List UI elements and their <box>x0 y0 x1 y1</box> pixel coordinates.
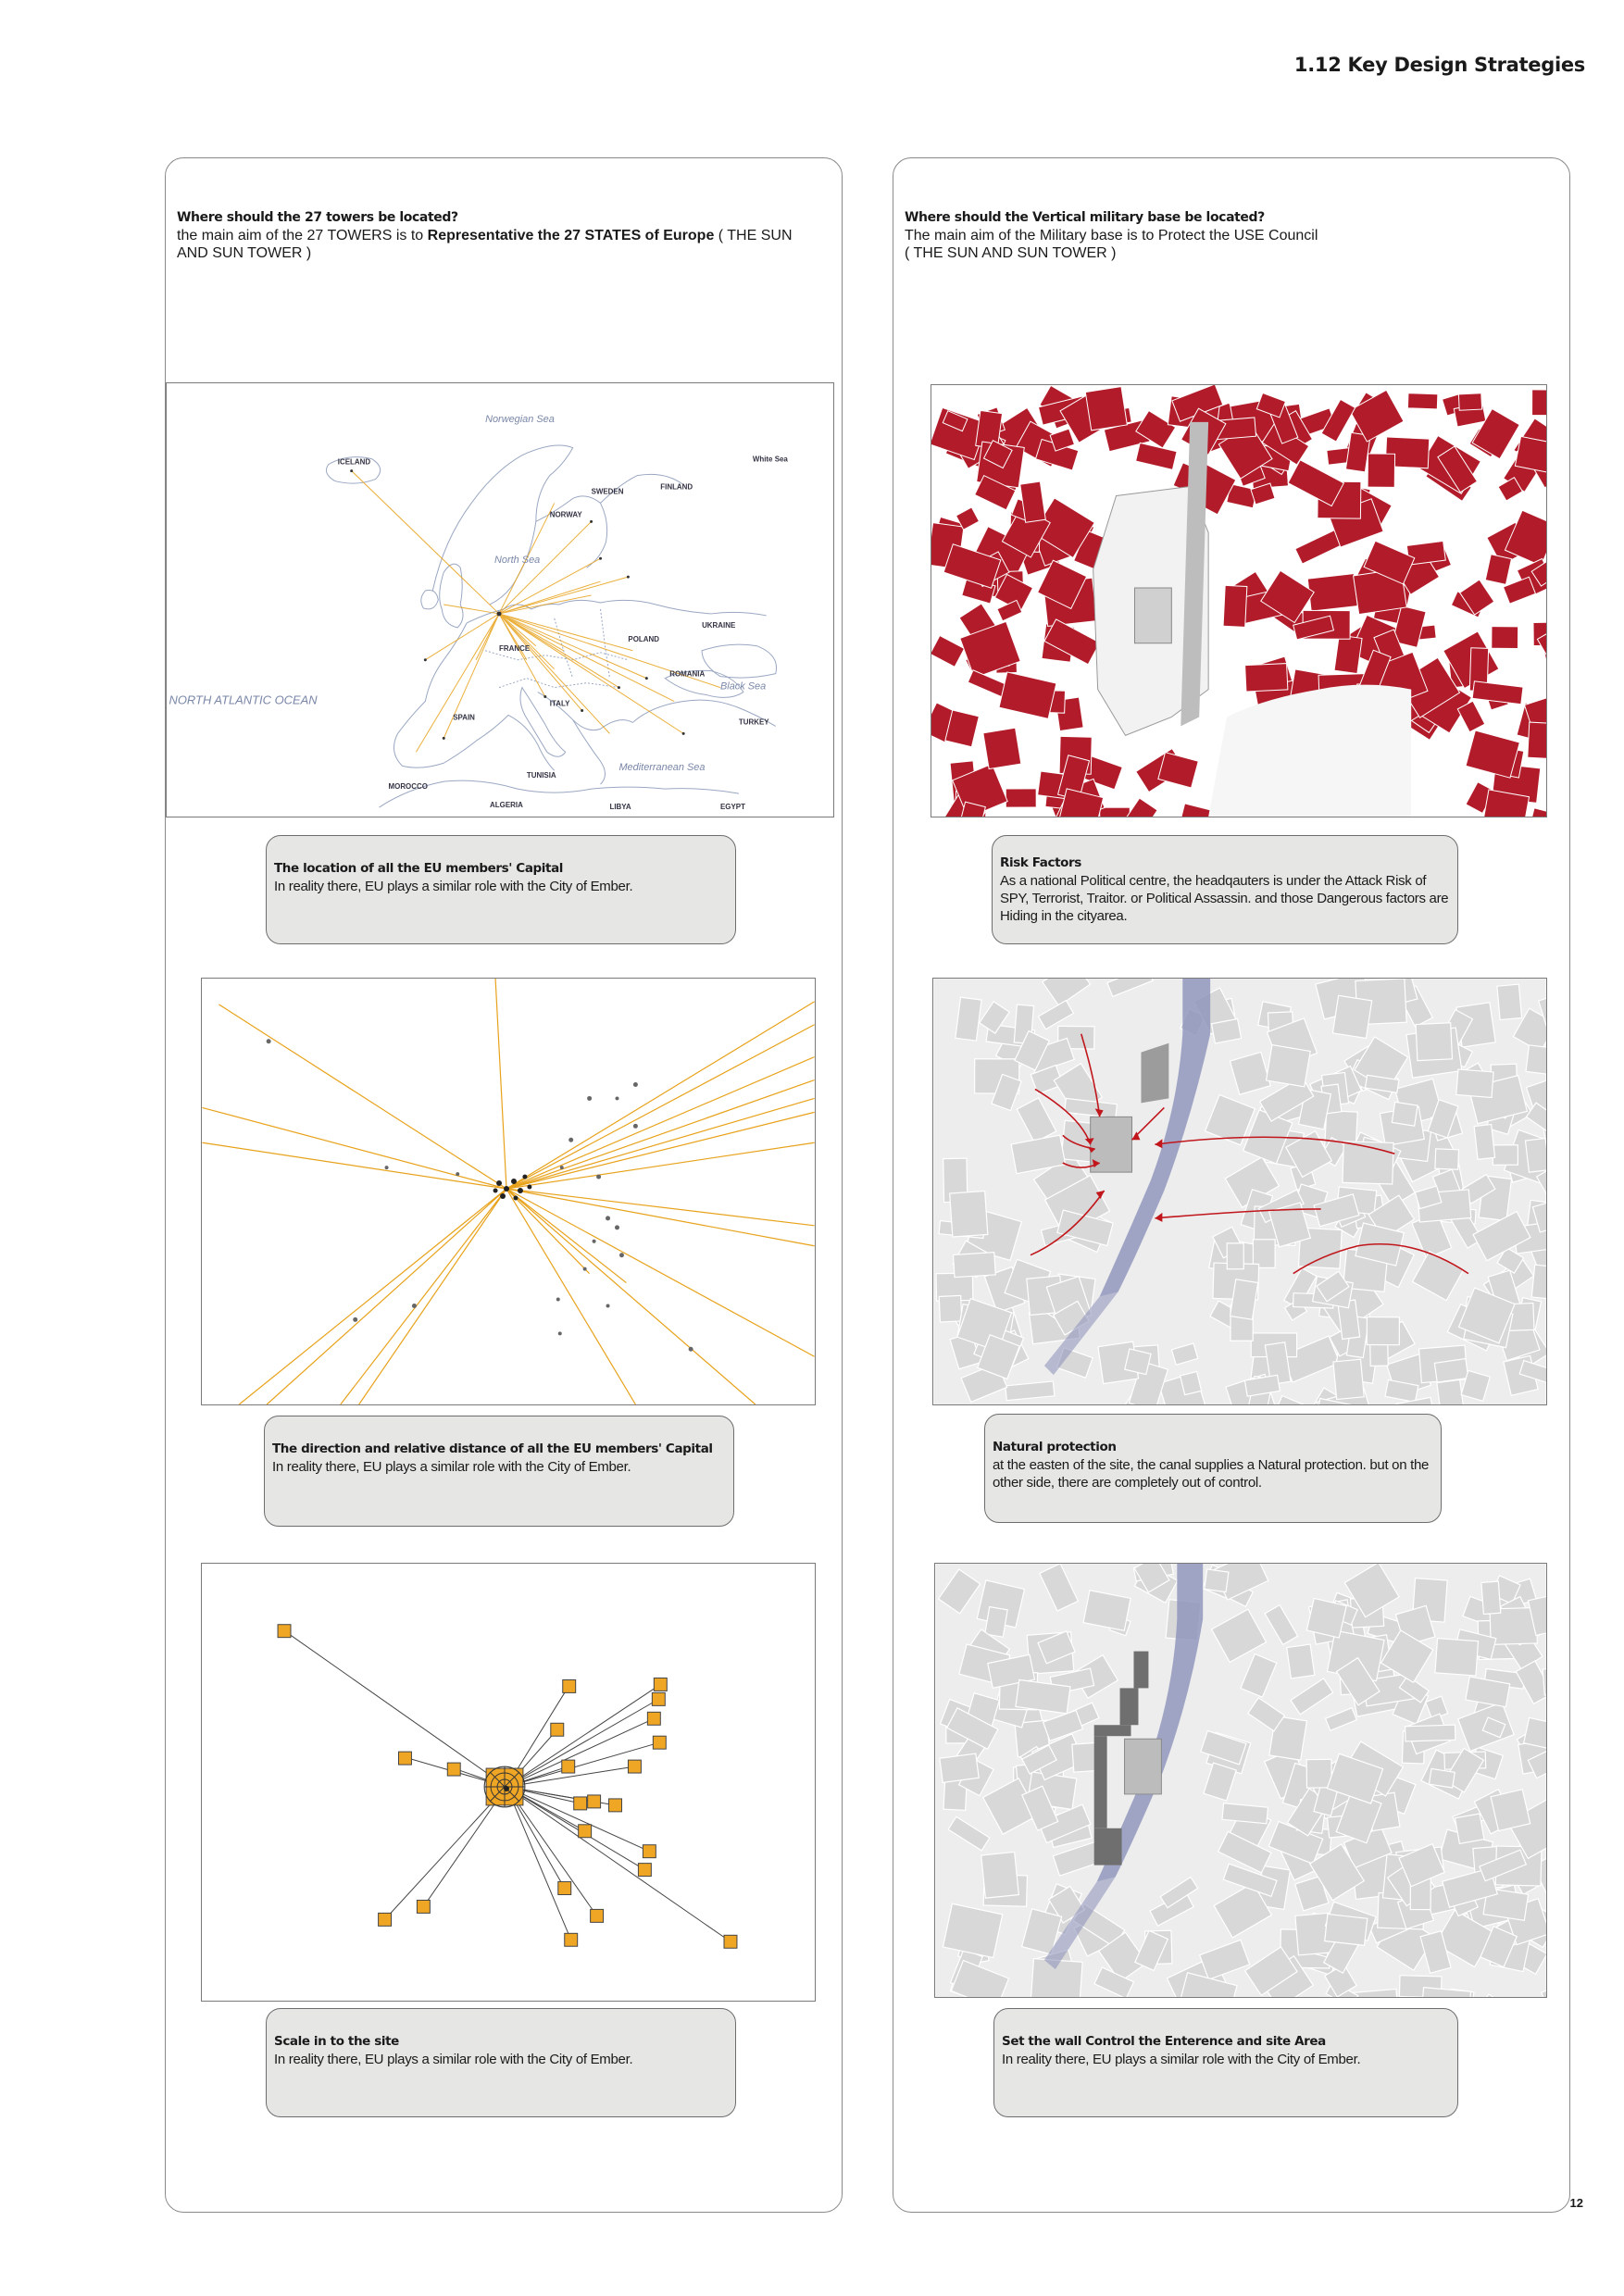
caption-title: Natural protection <box>993 1440 1117 1454</box>
label-libya: LIBYA <box>609 803 631 812</box>
city-block <box>1493 1145 1518 1166</box>
right-heading-text-1: The main aim of the Military base is to Protect the USE Council <box>905 228 1318 243</box>
caption-text: at the easten of the site, the canal supplies a Natural protection. but on the other side, there are completely out of control. <box>993 1457 1430 1491</box>
page-title: 1.12 Key Design Strategies <box>1293 54 1585 76</box>
city-block <box>1405 1725 1455 1741</box>
city-block <box>1492 627 1518 649</box>
city-block <box>1368 454 1394 487</box>
city-block <box>1085 387 1127 430</box>
label-white-sea: White Sea <box>752 455 788 464</box>
label-norwegian-sea: Norwegian Sea <box>485 413 555 425</box>
city-block <box>1287 1644 1315 1678</box>
caption-title: The location of all the EU members' Capital <box>274 861 564 876</box>
label-spain: SPAIN <box>453 713 475 722</box>
city-block <box>1429 1768 1455 1788</box>
caption-text: In reality there, EU plays a similar role with the City of Ember. <box>274 879 633 894</box>
label-north-sea: North Sea <box>494 555 541 567</box>
city-block <box>1006 789 1036 807</box>
city-block <box>1211 1019 1241 1043</box>
caption-text: In reality there, EU plays a similar role with the City of Ember. <box>274 2052 633 2067</box>
city-block <box>1526 1045 1546 1075</box>
direction-figure <box>201 978 816 1405</box>
city-block <box>956 997 981 1041</box>
label-finland: FINLAND <box>660 482 693 492</box>
city-block <box>1227 1243 1243 1269</box>
label-sweden: SWEDEN <box>591 487 624 496</box>
wall-map <box>935 1564 1546 1997</box>
city-block <box>1491 1790 1530 1831</box>
city-block <box>1205 1569 1229 1592</box>
city-block <box>1434 1359 1468 1383</box>
city-block <box>1456 1069 1493 1097</box>
city-block <box>950 1192 988 1237</box>
caption-text: In reality there, EU plays a similar role with the City of Ember. <box>272 1459 631 1475</box>
city-block <box>1125 1349 1151 1375</box>
right-caption-3 <box>993 2008 1458 2117</box>
site-target <box>484 1766 525 1807</box>
label-atlantic: NORTH ATLANTIC OCEAN <box>169 693 318 707</box>
left-panel <box>165 157 843 2213</box>
wall-map-figure <box>934 1563 1547 1998</box>
label-mediterranean: Mediterranean Sea <box>618 762 706 774</box>
city-block <box>1458 393 1481 411</box>
caption-title: Set the wall Control the Enterence and site Area <box>1002 2034 1326 2049</box>
city-block <box>1407 393 1437 409</box>
europe-map <box>167 383 833 817</box>
label-ukraine: UKRAINE <box>702 620 736 630</box>
right-caption-2 <box>984 1414 1442 1523</box>
label-algeria: ALGERIA <box>490 801 523 810</box>
city-block <box>1497 984 1522 1019</box>
city-block <box>1474 1125 1494 1160</box>
city-block <box>1416 1023 1452 1061</box>
city-block <box>1455 1814 1483 1843</box>
left-heading <box>177 208 825 262</box>
label-iceland: ICELAND <box>337 457 371 467</box>
city-block <box>1222 1803 1268 1824</box>
right-heading-text-2: ( THE SUN AND SUN TOWER ) <box>905 245 1117 261</box>
city-block <box>1325 1915 1368 1946</box>
risk-map <box>931 385 1546 817</box>
city-block <box>1253 1240 1275 1268</box>
city-block <box>1333 1359 1364 1399</box>
city-block <box>1307 574 1357 612</box>
city-block <box>1223 585 1247 627</box>
city-block <box>985 1607 1007 1638</box>
right-heading <box>905 208 1553 262</box>
city-block <box>1306 1598 1346 1638</box>
direction-diagram <box>202 979 815 1404</box>
label-norway: NORWAY <box>549 510 582 519</box>
left-caption-1 <box>266 835 736 944</box>
label-egypt: EGYPT <box>719 803 745 812</box>
risk-map-figure <box>931 384 1547 817</box>
city-block <box>1532 390 1546 416</box>
city-block <box>1528 722 1546 759</box>
city-block <box>1332 995 1371 1038</box>
left-question: Where should the 27 towers be located? <box>177 210 458 225</box>
label-romania: ROMANIA <box>669 669 706 679</box>
city-block <box>940 1753 979 1782</box>
natural-protection-figure <box>932 978 1547 1405</box>
city-block <box>1245 664 1288 692</box>
natural-protection-map <box>933 979 1546 1404</box>
left-caption-3 <box>266 2008 736 2117</box>
city-block <box>1525 1135 1546 1172</box>
left-heading-text-2: ( THE SUN AND SUN TOWER ) <box>177 228 793 261</box>
city-block <box>1367 1317 1399 1345</box>
city-block <box>1531 1265 1546 1299</box>
label-poland: POLAND <box>628 634 660 643</box>
label-france: FRANCE <box>499 643 531 653</box>
right-panel <box>893 157 1570 2213</box>
city-block <box>1306 1759 1331 1788</box>
left-heading-bold: Representative the 27 STATES of Europe <box>427 228 715 243</box>
caption-text: In reality there, EU plays a similar role with the City of Ember. <box>1002 2052 1361 2067</box>
city-block <box>1343 1142 1393 1184</box>
city-block <box>954 1253 996 1278</box>
label-tunisia: TUNISIA <box>526 771 556 780</box>
right-question: Where should the Vertical military base be located? <box>905 210 1265 225</box>
city-block <box>1267 1045 1311 1087</box>
label-italy: ITALY <box>549 699 570 708</box>
city-block <box>939 1295 962 1322</box>
city-block <box>1435 1639 1479 1676</box>
city-block <box>1435 1149 1459 1169</box>
caption-title: Risk Factors <box>1000 855 1081 870</box>
page-number: 12 <box>1569 2196 1583 2210</box>
scale-figure <box>201 1563 816 2002</box>
city-block <box>1481 1581 1501 1614</box>
caption-text: As a national Political centre, the headqauters is under the Attack Risk of SPY, Terrorist, Traitor. or Political Assassin. and those Dangerous factors are Hiding in the cityarea. <box>1000 873 1449 924</box>
label-turkey: TURKEY <box>738 718 769 727</box>
right-caption-1 <box>992 835 1458 944</box>
left-caption-2 <box>264 1416 734 1527</box>
city-block <box>1392 1102 1418 1126</box>
scale-diagram <box>202 1564 815 2001</box>
city-block <box>981 1852 1019 1898</box>
city-block <box>983 728 1021 768</box>
left-heading-text-1: the main aim of the 27 TOWERS is to <box>177 228 428 243</box>
europe-map-figure <box>166 382 834 817</box>
label-black-sea: Black Sea <box>719 680 767 693</box>
caption-title: Scale in to the site <box>274 2034 399 2049</box>
city-block <box>1334 635 1362 673</box>
label-morocco: MOROCCO <box>388 782 428 792</box>
caption-title: The direction and relative distance of all the EU members' Capital <box>272 1441 713 1456</box>
city-block <box>1437 1379 1464 1404</box>
